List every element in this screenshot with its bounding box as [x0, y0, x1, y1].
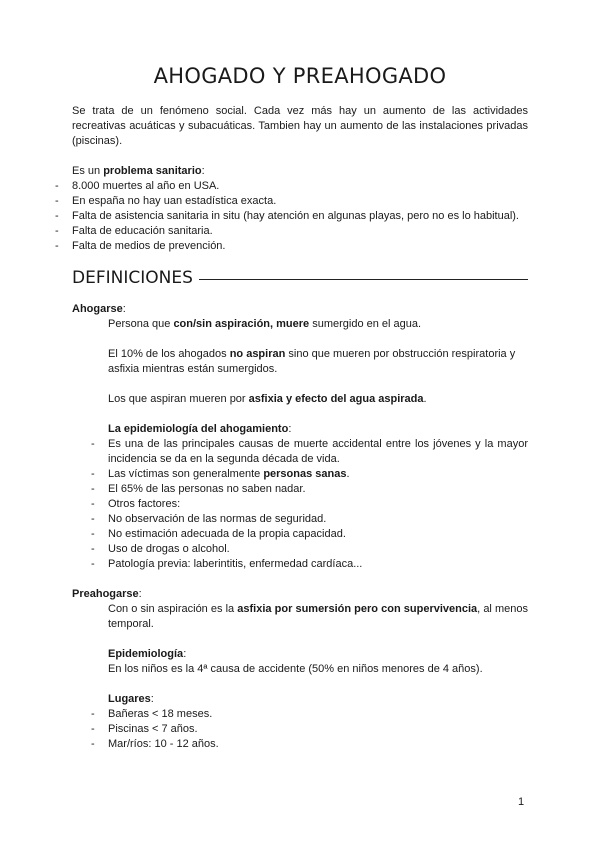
list-item: - No observación de las normas de seguridad. [108, 512, 528, 527]
heading-rule [199, 279, 528, 280]
list-item: - El 65% de las personas no saben nadar. [108, 482, 528, 497]
lugares-title: Lugares: [108, 693, 154, 705]
ahogarse-p2: El 10% de los ahogados no aspiran sino que mueren por obstrucción respiratoria y asfixia mientras están sumergidos. [108, 348, 516, 375]
list-item: - Falta de educación sanitaria. [72, 224, 528, 239]
document-title: AHOGADO Y PREAHOGADO [153, 64, 447, 88]
list-item: - Falta de medios de prevención. [72, 239, 528, 254]
epidemiologia-title: Epidemiología: [108, 648, 187, 660]
ahogarse-def: Persona que con/sin aspiración, muere sumergido en el agua. [108, 318, 422, 330]
list-item: - Mar/ríos: 10 - 12 años. [108, 737, 528, 752]
list-item: - Falta de asistencia sanitaria in situ (hay atención en algunas playas, pero no es lo habitual). [72, 209, 528, 224]
list-item: - En españa no hay uan estadística exacta. [72, 194, 528, 209]
list-item: - Patología previa: laberintitis, enfermedad cardíaca... [108, 557, 528, 572]
list-item: - Es una de las principales causas de muerte accidental entre los jóvenes y la mayor incidencia se da en la segunda década de vida. [108, 437, 528, 467]
ahogarse-term: Ahogarse: [72, 303, 126, 315]
list-item: - Las víctimas son generalmente personas sanas. [108, 467, 528, 482]
page-number: 1 [518, 796, 525, 808]
section-heading-definiciones: DEFINICIONES [72, 268, 528, 288]
epidemiologia-text: En los niños es la 4ª causa de accidente (50% en niños menores de 4 años). [108, 663, 483, 675]
epidemiologia-ahogamiento-title: La epidemiología del ahogamiento: [108, 423, 292, 435]
ahogarse-p3: Los que aspiran mueren por asfixia y efecto del agua aspirada. [108, 393, 427, 405]
list-item: - Uso de drogas o alcohol. [108, 542, 528, 557]
list-item: - Otros factores: - No observación de las normas de seguridad. - No estimación adecuada de la propia capacidad. - Uso de drogas o alcohol. - Patología previa: laberintitis, enfermedad cardíaca... [108, 497, 528, 572]
problema-lead: Es un problema sanitario: [72, 165, 205, 177]
list-item: - No estimación adecuada de la propia capacidad. [108, 527, 528, 542]
list-item: - Piscinas < 7 años. [108, 722, 528, 737]
document-page [72, 64, 528, 752]
list-item: - 8.000 muertes al año en USA. - En españa no hay uan estadística exacta. [72, 179, 528, 209]
preahogarse-def: Con o sin aspiración es la asfixia por sumersión pero con supervivencia, al menos temporal. [108, 603, 528, 630]
lugares-list [108, 707, 528, 752]
otros-factores-list [108, 512, 528, 572]
preahogarse-term: Preahogarse: [72, 588, 142, 600]
sub-list [72, 194, 528, 209]
list-item: - Bañeras < 18 meses. [108, 707, 528, 722]
epidemiologia-list [108, 437, 528, 572]
problema-list [72, 179, 528, 254]
intro-paragraph: Se trata de un fenómeno social. Cada vez más hay un aumento de las actividades recreativas acuáticas y subacuáticas. Tambien hay un aumento de las instalaciones privadas (piscinas). [72, 105, 528, 147]
